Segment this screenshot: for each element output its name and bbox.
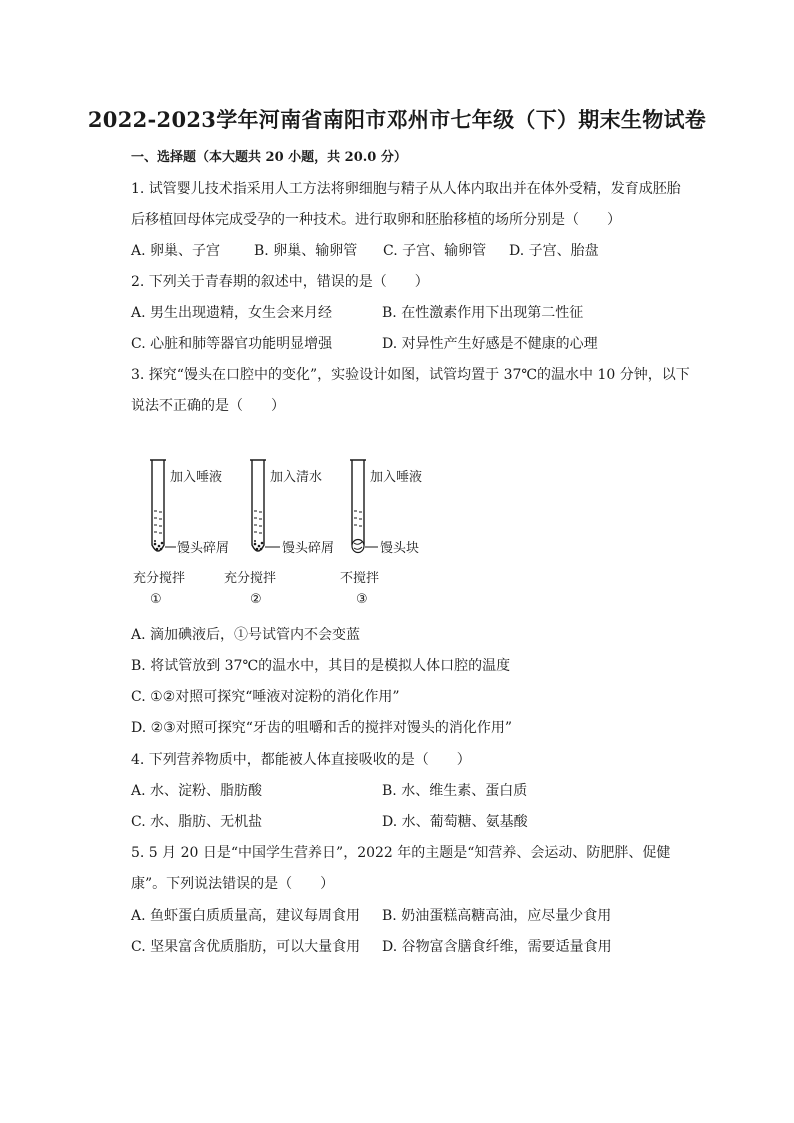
page-title: 2022-2023学年河南省南阳市邓州市七年级（下）期末生物试卷 bbox=[87, 107, 707, 132]
q1-stem-line1: 1. 试管婴儿技术指采用人工方法将卵细胞与精子从人体内取出并在体外受精，发育成胚胎 bbox=[131, 181, 681, 197]
tube3-top-label: 加入唾液 bbox=[370, 470, 423, 485]
q5-option-c: C. 坚果富含优质脂肪，可以大量食用 bbox=[131, 939, 361, 955]
test-tube-1 bbox=[133, 460, 229, 607]
q3-option-c: C. ①②对照可探究“唾液对淀粉的消化作用” bbox=[131, 689, 400, 705]
tube1-top-label: 加入唾液 bbox=[170, 470, 223, 485]
tube2-side-label: 馒头碎屑 bbox=[282, 541, 335, 556]
q5-stem-line2: 康”。下列说法错误的是（ ） bbox=[131, 876, 335, 892]
q2-option-c: C. 心脏和肺等器官功能明显增强 bbox=[131, 336, 333, 352]
q5-option-a: A. 鱼虾蛋白质质量高，建议每周食用 bbox=[131, 908, 361, 924]
liquid-hatching-3 bbox=[354, 511, 362, 526]
q3-stem-line2: 说法不正确的是（ ） bbox=[131, 398, 285, 414]
tube2-number: ② bbox=[250, 592, 262, 607]
q2-option-d: D. 对异性产生好感是不健康的心理 bbox=[382, 336, 598, 352]
tube3-bottom-label: 不搅拌 bbox=[340, 571, 380, 586]
q5-stem-line1: 5. 5 月 20 日是“中国学生营养日”，2022 年的主题是“知营养、会运动、防肥胖、促健 bbox=[131, 845, 671, 861]
test-tube-figure bbox=[126, 455, 446, 615]
q4-option-b: B. 水、维生素、蛋白质 bbox=[382, 783, 528, 799]
q1-option-c: C. 子宫、输卵管 bbox=[383, 243, 487, 259]
q1-option-d: D. 子宫、胎盘 bbox=[509, 243, 599, 259]
q4-stem: 4. 下列营养物质中，都能被人体直接吸收的是（ ） bbox=[131, 752, 471, 768]
section-heading: 一、选择题（本大题共 20 小题，共 20.0 分） bbox=[131, 150, 407, 165]
tube3-side-label: 馒头块 bbox=[380, 541, 420, 556]
tube2-bottom-label: 充分搅拌 bbox=[224, 571, 277, 586]
test-tube-diagram bbox=[126, 455, 446, 615]
tube1-bottom-label: 充分搅拌 bbox=[133, 571, 186, 586]
q3-option-a: A. 滴加碘液后，①号试管内不会变蓝 bbox=[131, 627, 361, 643]
liquid-hatching-2 bbox=[254, 511, 262, 533]
q2-option-b: B. 在性激素作用下出现第二性征 bbox=[382, 305, 584, 321]
tube3-number: ③ bbox=[356, 592, 368, 607]
tube1-number: ① bbox=[150, 592, 162, 607]
test-tube-3 bbox=[340, 460, 422, 607]
bread-block-3 bbox=[352, 540, 364, 553]
q2-option-a: A. 男生出现遗精，女生会来月经 bbox=[131, 305, 333, 321]
q4-option-a: A. 水、淀粉、脂肪酸 bbox=[131, 783, 263, 799]
q4-option-c: C. 水、脂肪、无机盐 bbox=[131, 814, 263, 830]
test-tube-2 bbox=[224, 460, 334, 607]
tube1-side-label: 馒头碎屑 bbox=[177, 541, 230, 556]
q1-option-b: B. 卵巢、输卵管 bbox=[254, 243, 358, 259]
q4-option-d: D. 水、葡萄糖、氨基酸 bbox=[382, 814, 528, 830]
q3-option-b: B. 将试管放到 37℃的温水中，其目的是模拟人体口腔的温度 bbox=[131, 658, 511, 674]
q3-stem-line1: 3. 探究“馒头在口腔中的变化”，实验设计如图，试管均置于 37℃的温水中 10 分钟，以下 bbox=[131, 367, 690, 383]
q2-stem: 2. 下列关于青春期的叙述中，错误的是（ ） bbox=[131, 274, 429, 290]
q3-option-d: D. ②③对照可探究“牙齿的咀嚼和舌的搅拌对馒头的消化作用” bbox=[131, 720, 513, 736]
q5-option-b: B. 奶油蛋糕高糖高油，应尽量少食用 bbox=[382, 908, 612, 924]
liquid-hatching-1 bbox=[154, 511, 162, 533]
tube2-top-label: 加入清水 bbox=[270, 470, 323, 485]
q5-option-d: D. 谷物富含膳食纤维，需要适量食用 bbox=[382, 939, 612, 955]
q1-stem-line2: 后移植回母体完成受孕的一种技术。进行取卵和胚胎移植的场所分别是（ ） bbox=[131, 212, 621, 228]
q1-option-a: A. 卵巢、子宫 bbox=[131, 243, 221, 259]
